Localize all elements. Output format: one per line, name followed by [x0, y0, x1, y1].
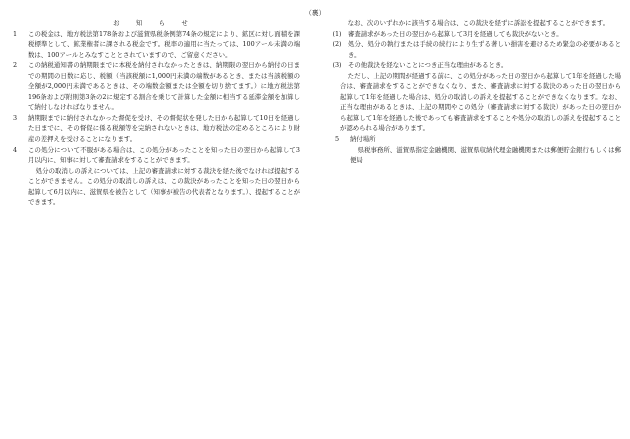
exception-case-3	[328, 60, 621, 71]
exception-case-2	[328, 39, 621, 60]
item-text: この納税通知書の納期限までに本税を納付されなかったときは、納期限の翌日から納付の日までの期間の日数に応じ、税額（当該税額に1,000円未満の端数があるとき、または当該税額の全額が2,000円未満であるときは、その端数金額または全額を切り捨てます。）に地方税法第196条および附則第3条の2に規定する割合を乗じて計算した金額に相当する延滞金額を加算して納付しなければなりません。	[28, 61, 300, 112]
lawsuit-paragraph: 処分の取消しの訴えについては、上記の審査請求に対する裁決を経た後でなければ提起することができません。この処分の取消しの訴えは、この裁決があったことを知った日の翌日から起算して6月以内に、滋賀県を被告として（知事が被告の代表者となります。）、提起することができます。	[28, 166, 300, 207]
item-number: 1	[12, 29, 18, 38]
case-text: 処分、処分の執行または手続の続行により生ずる著しい損害を避けるため緊急の必要があるとき。	[348, 40, 621, 59]
notice-item-1	[6, 29, 300, 61]
payment-place-text: 県税事務所、滋賀県指定金融機関、滋賀県収納代理金融機関または郵便貯金銀行もしくは郵便局	[350, 145, 621, 165]
proviso-paragraph: ただし、上記の期間が経過する前に、この処分があった日の翌日から起算して1年を経過した場合は、審査請求をすることができなくなり、また、審査請求に対する裁決のあった日の翌日から起算して1年を経過した場合は、処分の取消しの訴えを提起することができなくなります。なお、正当な理由があるときは、上記の期間やこの処分（審査請求に対する裁決）があった日の翌日から起算して1年を経過した後であっても審査請求をすることや処分の取消しの訴えを提起することが認められる場合があります。	[340, 71, 621, 133]
item-number: 2	[12, 61, 18, 70]
notice-item-2	[6, 60, 300, 113]
right-column	[328, 18, 621, 166]
left-column	[6, 18, 300, 208]
exception-intro: なお、次のいずれかに該当する場合は、この裁決を経ずに訴訟を提起することができます。	[347, 19, 610, 27]
payment-place-heading	[328, 134, 621, 145]
item-number: 4	[12, 145, 18, 154]
exception-case-1	[328, 29, 621, 40]
case-text: その他裁決を経ないことにつき正当な理由があるとき。	[348, 61, 508, 70]
item-text: この処分について不服がある場合は、この処分があったことを知った日の翌日から起算して3月以内に、知事に対して審査請求をすることができます。	[28, 145, 300, 165]
notice-item-3	[6, 113, 300, 145]
case-text: 審査請求があった日の翌日から起算して3月を経過しても裁決がないとき。	[348, 29, 563, 38]
item-text: この税金は、地方税法第178条および滋賀県税条例第74条の規定により、鉱区に対し面積を課税標準として、鉱業権者に課される税金です。税率の適用に当たっては、100アール未満の端数は、100アールとみなすこととされていますので、ご留意ください。	[28, 29, 300, 59]
case-number: (1)	[332, 29, 342, 38]
notice-title: お 知 ら せ	[113, 19, 193, 27]
notice-item-4	[6, 145, 300, 166]
case-number: (2)	[332, 40, 342, 49]
item-text: 納期限までに納付されなかった督促を受け、その督促状を発した日から起算して10日を経過した日までに、その督促に係る税額等を完納されないときは、地方税法の定めるところにより財産の差押えを受けることになります。	[28, 113, 300, 144]
case-number: (3)	[332, 61, 342, 70]
reverse-side-label: （裏）	[305, 9, 326, 17]
item-number: 5	[334, 135, 340, 144]
item-number: 3	[12, 113, 18, 122]
item-title: 納付場所	[350, 135, 376, 144]
